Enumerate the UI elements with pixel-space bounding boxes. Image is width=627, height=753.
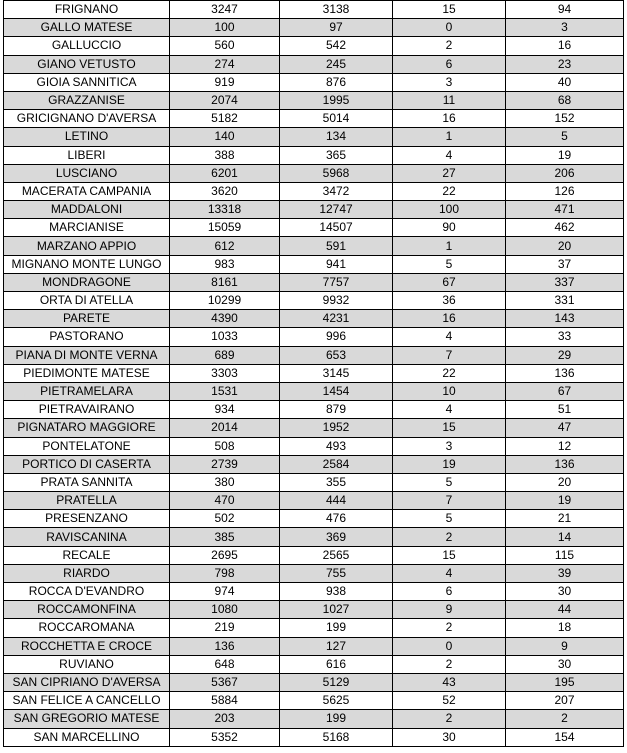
value-cell-2: 7757 (280, 273, 393, 291)
municipality-name-cell: SAN CIPRIANO D'AVERSA (4, 673, 170, 691)
table-row (4, 528, 624, 546)
value-cell-3: 22 (393, 364, 506, 382)
value-cell-2: 938 (280, 583, 393, 601)
value-cell-3: 6 (393, 55, 506, 73)
value-cell-1: 2074 (170, 91, 280, 109)
municipality-name-cell: SAN FELICE A CANCELLO (4, 692, 170, 710)
value-cell-4: 94 (506, 1, 624, 19)
value-cell-4: 19 (506, 492, 624, 510)
value-cell-2: 493 (280, 437, 393, 455)
value-cell-1: 3303 (170, 364, 280, 382)
municipality-name-cell: FRIGNANO (4, 1, 170, 19)
value-cell-1: 13318 (170, 201, 280, 219)
value-cell-1: 274 (170, 55, 280, 73)
municipality-name-cell: LUSCIANO (4, 164, 170, 182)
value-cell-1: 3620 (170, 182, 280, 200)
value-cell-3: 5 (393, 510, 506, 528)
municipality-name-cell: MIGNANO MONTE LUNGO (4, 255, 170, 273)
municipality-name-cell: ROCCHETTA E CROCE (4, 637, 170, 655)
municipality-name-cell: ROCCAMONFINA (4, 601, 170, 619)
value-cell-1: 100 (170, 19, 280, 37)
value-cell-1: 380 (170, 473, 280, 491)
value-cell-2: 5625 (280, 692, 393, 710)
table-row (4, 146, 624, 164)
table-row (4, 128, 624, 146)
municipality-name-cell: GALLO MATESE (4, 19, 170, 37)
municipality-name-cell: PIANA DI MONTE VERNA (4, 346, 170, 364)
table-row (4, 73, 624, 91)
table-row (4, 473, 624, 491)
value-cell-4: 3 (506, 19, 624, 37)
value-cell-4: 23 (506, 55, 624, 73)
value-cell-3: 52 (393, 692, 506, 710)
municipality-table (3, 0, 624, 747)
value-cell-2: 591 (280, 237, 393, 255)
value-cell-3: 67 (393, 273, 506, 291)
value-cell-3: 4 (393, 401, 506, 419)
value-cell-3: 7 (393, 346, 506, 364)
value-cell-1: 2014 (170, 419, 280, 437)
value-cell-4: 37 (506, 255, 624, 273)
municipality-name-cell: PORTICO DI CASERTA (4, 455, 170, 473)
municipality-name-cell: GALLUCCIO (4, 37, 170, 55)
value-cell-1: 8161 (170, 273, 280, 291)
value-cell-1: 648 (170, 655, 280, 673)
table-body (4, 1, 624, 747)
value-cell-4: 9 (506, 637, 624, 655)
municipality-name-cell: PARETE (4, 310, 170, 328)
value-cell-3: 6 (393, 583, 506, 601)
value-cell-4: 18 (506, 619, 624, 637)
value-cell-3: 15 (393, 546, 506, 564)
value-cell-3: 22 (393, 182, 506, 200)
table-row (4, 655, 624, 673)
value-cell-3: 2 (393, 710, 506, 728)
value-cell-3: 3 (393, 437, 506, 455)
municipality-name-cell: SAN GREGORIO MATESE (4, 710, 170, 728)
table-row (4, 91, 624, 109)
value-cell-3: 1 (393, 237, 506, 255)
value-cell-3: 90 (393, 219, 506, 237)
value-cell-4: 29 (506, 346, 624, 364)
value-cell-1: 15059 (170, 219, 280, 237)
municipality-name-cell: MARCIANISE (4, 219, 170, 237)
value-cell-1: 140 (170, 128, 280, 146)
value-cell-3: 2 (393, 655, 506, 673)
value-cell-3: 4 (393, 328, 506, 346)
value-cell-2: 245 (280, 55, 393, 73)
value-cell-2: 369 (280, 528, 393, 546)
table-row (4, 692, 624, 710)
value-cell-3: 4 (393, 564, 506, 582)
value-cell-2: 9932 (280, 292, 393, 310)
value-cell-3: 9 (393, 601, 506, 619)
value-cell-1: 5367 (170, 673, 280, 691)
value-cell-3: 43 (393, 673, 506, 691)
value-cell-2: 879 (280, 401, 393, 419)
municipality-name-cell: MADDALONI (4, 201, 170, 219)
table-row (4, 19, 624, 37)
table-row (4, 673, 624, 691)
municipality-name-cell: PONTELATONE (4, 437, 170, 455)
value-cell-2: 2565 (280, 546, 393, 564)
value-cell-3: 15 (393, 1, 506, 19)
municipality-name-cell: GRICIGNANO D'AVERSA (4, 110, 170, 128)
value-cell-1: 219 (170, 619, 280, 637)
value-cell-4: 67 (506, 382, 624, 400)
municipality-name-cell: MONDRAGONE (4, 273, 170, 291)
value-cell-4: 21 (506, 510, 624, 528)
value-cell-2: 5129 (280, 673, 393, 691)
value-cell-1: 136 (170, 637, 280, 655)
value-cell-1: 798 (170, 564, 280, 582)
table-row (4, 510, 624, 528)
value-cell-4: 462 (506, 219, 624, 237)
municipality-name-cell: PIETRAVAIRANO (4, 401, 170, 419)
value-cell-1: 612 (170, 237, 280, 255)
value-cell-2: 1454 (280, 382, 393, 400)
table-row (4, 619, 624, 637)
value-cell-3: 16 (393, 110, 506, 128)
table-row (4, 583, 624, 601)
value-cell-3: 16 (393, 310, 506, 328)
value-cell-2: 127 (280, 637, 393, 655)
value-cell-4: 30 (506, 583, 624, 601)
value-cell-1: 2695 (170, 546, 280, 564)
value-cell-2: 4231 (280, 310, 393, 328)
value-cell-1: 3247 (170, 1, 280, 19)
municipality-name-cell: PASTORANO (4, 328, 170, 346)
value-cell-2: 444 (280, 492, 393, 510)
value-cell-4: 44 (506, 601, 624, 619)
table-row (4, 728, 624, 746)
municipality-name-cell: GIOIA SANNITICA (4, 73, 170, 91)
table-row (4, 237, 624, 255)
table-row (4, 182, 624, 200)
value-cell-1: 1531 (170, 382, 280, 400)
municipality-name-cell: PRESENZANO (4, 510, 170, 528)
value-cell-4: 206 (506, 164, 624, 182)
value-cell-2: 653 (280, 346, 393, 364)
value-cell-1: 203 (170, 710, 280, 728)
municipality-name-cell: LETINO (4, 128, 170, 146)
value-cell-3: 36 (393, 292, 506, 310)
value-cell-4: 115 (506, 546, 624, 564)
value-cell-4: 2 (506, 710, 624, 728)
table-row (4, 164, 624, 182)
value-cell-2: 755 (280, 564, 393, 582)
municipality-name-cell: RECALE (4, 546, 170, 564)
value-cell-2: 199 (280, 619, 393, 637)
value-cell-4: 143 (506, 310, 624, 328)
value-cell-4: 152 (506, 110, 624, 128)
value-cell-2: 3472 (280, 182, 393, 200)
value-cell-1: 5884 (170, 692, 280, 710)
table-row (4, 419, 624, 437)
municipality-name-cell: PIEDIMONTE MATESE (4, 364, 170, 382)
table-row (4, 328, 624, 346)
value-cell-1: 388 (170, 146, 280, 164)
value-cell-2: 1995 (280, 91, 393, 109)
value-cell-4: 20 (506, 237, 624, 255)
value-cell-4: 12 (506, 437, 624, 455)
table-row (4, 292, 624, 310)
value-cell-1: 470 (170, 492, 280, 510)
value-cell-4: 33 (506, 328, 624, 346)
value-cell-1: 508 (170, 437, 280, 455)
table-row (4, 310, 624, 328)
value-cell-2: 3145 (280, 364, 393, 382)
value-cell-4: 20 (506, 473, 624, 491)
value-cell-3: 4 (393, 146, 506, 164)
value-cell-4: 14 (506, 528, 624, 546)
value-cell-3: 2 (393, 619, 506, 637)
value-cell-3: 2 (393, 528, 506, 546)
table-row (4, 201, 624, 219)
value-cell-1: 10299 (170, 292, 280, 310)
value-cell-4: 136 (506, 364, 624, 382)
table-row (4, 492, 624, 510)
value-cell-3: 15 (393, 419, 506, 437)
value-cell-1: 5352 (170, 728, 280, 746)
value-cell-4: 47 (506, 419, 624, 437)
value-cell-4: 51 (506, 401, 624, 419)
value-cell-2: 3138 (280, 1, 393, 19)
table-row (4, 1, 624, 19)
value-cell-3: 11 (393, 91, 506, 109)
table-row (4, 346, 624, 364)
value-cell-3: 7 (393, 492, 506, 510)
value-cell-3: 1 (393, 128, 506, 146)
value-cell-3: 27 (393, 164, 506, 182)
value-cell-4: 16 (506, 37, 624, 55)
value-cell-4: 471 (506, 201, 624, 219)
value-cell-1: 689 (170, 346, 280, 364)
value-cell-2: 941 (280, 255, 393, 273)
value-cell-2: 476 (280, 510, 393, 528)
municipality-name-cell: RIARDO (4, 564, 170, 582)
municipality-name-cell: ORTA DI ATELLA (4, 292, 170, 310)
value-cell-1: 6201 (170, 164, 280, 182)
value-cell-1: 919 (170, 73, 280, 91)
table-row (4, 255, 624, 273)
value-cell-2: 1952 (280, 419, 393, 437)
municipality-name-cell: MACERATA CAMPANIA (4, 182, 170, 200)
table-row (4, 219, 624, 237)
value-cell-2: 5968 (280, 164, 393, 182)
table-row (4, 364, 624, 382)
value-cell-3: 100 (393, 201, 506, 219)
value-cell-4: 5 (506, 128, 624, 146)
value-cell-1: 983 (170, 255, 280, 273)
value-cell-3: 0 (393, 637, 506, 655)
value-cell-1: 5182 (170, 110, 280, 128)
value-cell-1: 385 (170, 528, 280, 546)
value-cell-3: 0 (393, 19, 506, 37)
table-row (4, 437, 624, 455)
municipality-name-cell: GIANO VETUSTO (4, 55, 170, 73)
value-cell-3: 19 (393, 455, 506, 473)
value-cell-4: 126 (506, 182, 624, 200)
value-cell-2: 876 (280, 73, 393, 91)
municipality-name-cell: RAVISCANINA (4, 528, 170, 546)
table-row (4, 37, 624, 55)
value-cell-2: 12747 (280, 201, 393, 219)
municipality-name-cell: PRATELLA (4, 492, 170, 510)
value-cell-3: 30 (393, 728, 506, 746)
value-cell-3: 2 (393, 37, 506, 55)
value-cell-3: 5 (393, 473, 506, 491)
value-cell-2: 996 (280, 328, 393, 346)
value-cell-1: 934 (170, 401, 280, 419)
value-cell-3: 10 (393, 382, 506, 400)
table-row (4, 55, 624, 73)
municipality-name-cell: ROCCA D'EVANDRO (4, 583, 170, 601)
municipality-name-cell: PIGNATARO MAGGIORE (4, 419, 170, 437)
table-row (4, 110, 624, 128)
value-cell-2: 97 (280, 19, 393, 37)
table-row (4, 455, 624, 473)
value-cell-2: 365 (280, 146, 393, 164)
table-row (4, 382, 624, 400)
municipality-name-cell: RUVIANO (4, 655, 170, 673)
municipality-name-cell: SAN MARCELLINO (4, 728, 170, 746)
value-cell-4: 136 (506, 455, 624, 473)
value-cell-4: 195 (506, 673, 624, 691)
table-row (4, 273, 624, 291)
value-cell-1: 2739 (170, 455, 280, 473)
municipality-name-cell: PIETRAMELARA (4, 382, 170, 400)
table-row (4, 564, 624, 582)
value-cell-4: 30 (506, 655, 624, 673)
value-cell-4: 331 (506, 292, 624, 310)
value-cell-2: 2584 (280, 455, 393, 473)
municipality-name-cell: MARZANO APPIO (4, 237, 170, 255)
table-row (4, 637, 624, 655)
value-cell-2: 5168 (280, 728, 393, 746)
value-cell-4: 207 (506, 692, 624, 710)
municipality-name-cell: ROCCAROMANA (4, 619, 170, 637)
value-cell-2: 14507 (280, 219, 393, 237)
value-cell-2: 1027 (280, 601, 393, 619)
value-cell-4: 40 (506, 73, 624, 91)
table-row (4, 710, 624, 728)
value-cell-4: 39 (506, 564, 624, 582)
value-cell-4: 19 (506, 146, 624, 164)
value-cell-1: 4390 (170, 310, 280, 328)
value-cell-2: 134 (280, 128, 393, 146)
table-row (4, 601, 624, 619)
value-cell-2: 355 (280, 473, 393, 491)
value-cell-2: 616 (280, 655, 393, 673)
value-cell-1: 502 (170, 510, 280, 528)
value-cell-4: 154 (506, 728, 624, 746)
value-cell-2: 199 (280, 710, 393, 728)
value-cell-1: 974 (170, 583, 280, 601)
value-cell-1: 560 (170, 37, 280, 55)
municipality-name-cell: PRATA SANNITA (4, 473, 170, 491)
municipality-name-cell: LIBERI (4, 146, 170, 164)
value-cell-2: 5014 (280, 110, 393, 128)
value-cell-1: 1080 (170, 601, 280, 619)
municipality-name-cell: GRAZZANISE (4, 91, 170, 109)
value-cell-2: 542 (280, 37, 393, 55)
value-cell-3: 5 (393, 255, 506, 273)
value-cell-1: 1033 (170, 328, 280, 346)
value-cell-4: 337 (506, 273, 624, 291)
table-row (4, 546, 624, 564)
value-cell-4: 68 (506, 91, 624, 109)
table-row (4, 401, 624, 419)
value-cell-3: 3 (393, 73, 506, 91)
